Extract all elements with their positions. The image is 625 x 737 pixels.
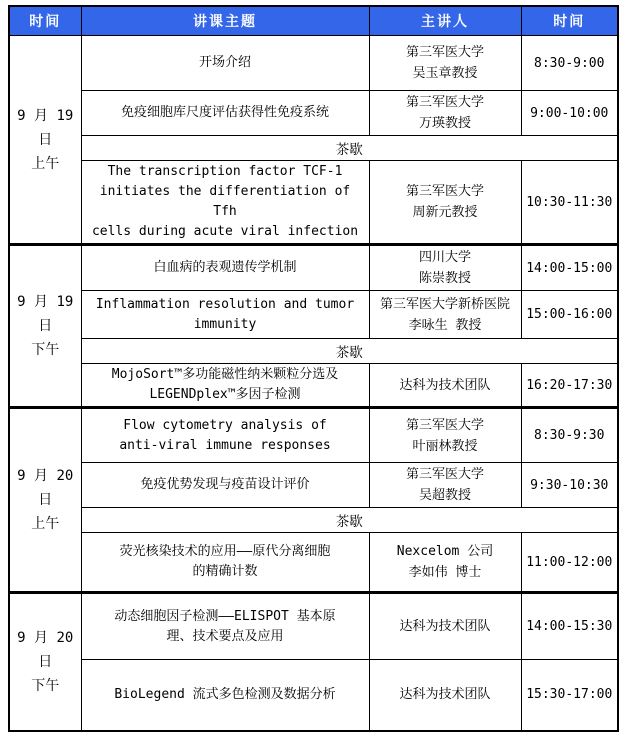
speaker-cell <box>369 91 521 136</box>
talk-row <box>9 463 618 508</box>
talk-row <box>9 593 618 660</box>
speaker-cell <box>369 408 521 463</box>
break-cell: 茶歇 <box>81 136 618 161</box>
time-cell: 9:30-10:30 <box>521 463 618 508</box>
topic-line: 动态细胞因子检测——ELISPOT 基本原 <box>114 608 336 624</box>
talk-row <box>9 91 618 136</box>
topic-cell <box>81 533 369 593</box>
time-cell: 9:00-10:00 <box>521 91 618 136</box>
time-cell: 11:00-12:00 <box>521 533 618 593</box>
speaker-cell <box>369 463 521 508</box>
talk-row <box>9 660 618 731</box>
speaker-cell <box>369 245 521 291</box>
topic-line: 开场介绍 <box>198 55 251 70</box>
schedule-table <box>8 5 619 732</box>
date-label: 9 月 20 日 <box>17 629 74 670</box>
speaker-org: 达科为技术团队 <box>399 619 491 634</box>
topic-line: 白血病的表观遗传学机制 <box>153 260 297 275</box>
speaker-name: 万瑛教授 <box>418 116 471 131</box>
period-label: 上午 <box>31 516 60 532</box>
topic-cell <box>81 593 369 660</box>
speaker-name: 吴玉章教授 <box>412 66 478 81</box>
topic-cell <box>81 245 369 291</box>
talk-row <box>9 533 618 593</box>
speaker-cell <box>369 364 521 408</box>
speaker-name: 陈崇教授 <box>418 271 471 286</box>
topic-cell <box>81 36 369 91</box>
speaker-org: 第三军医大学 <box>405 95 484 110</box>
speaker-org: 达科为技术团队 <box>399 377 491 393</box>
col-header-time-right: 时间 <box>521 6 618 36</box>
topic-cell <box>81 660 369 731</box>
col-header-time-left: 时间 <box>9 6 81 36</box>
talk-row <box>9 408 618 463</box>
time-cell: 14:00-15:30 <box>521 593 618 660</box>
date-label: 9 月 20 日 <box>17 468 74 508</box>
break-cell: 茶歇 <box>81 508 618 533</box>
speaker-name: 叶丽林教授 <box>412 438 478 454</box>
period-label: 下午 <box>31 342 60 358</box>
topic-line: BioLegend 流式多色检测及数据分析 <box>114 686 336 702</box>
topic-line: The transcription factor TCF-1 <box>107 164 343 179</box>
speaker-cell <box>369 533 521 593</box>
topic-cell <box>81 408 369 463</box>
speaker-org: 四川大学 <box>418 250 471 265</box>
speaker-org: 第三军医大学 <box>405 467 484 482</box>
break-row <box>9 339 618 364</box>
topic-line: LEGENDplex™多因子检测 <box>149 387 301 402</box>
date-cell <box>9 245 81 408</box>
time-cell: 8:30-9:30 <box>521 408 618 463</box>
speaker-org: 第三军医大学 <box>405 184 484 199</box>
topic-cell <box>81 291 369 339</box>
time-cell: 8:30-9:00 <box>521 36 618 91</box>
speaker-org: 第三军医大学 <box>405 417 484 433</box>
talk-row <box>9 161 618 245</box>
speaker-name: 李咏生 教授 <box>408 317 482 333</box>
topic-line: anti-viral immune responses <box>119 437 331 453</box>
topic-cell <box>81 161 369 245</box>
date-cell <box>9 36 81 245</box>
col-header-topic: 讲课主题 <box>81 6 369 36</box>
topic-line: 的精确计数 <box>192 564 258 579</box>
talk-row <box>9 291 618 339</box>
talk-row <box>9 36 618 91</box>
topic-line: Inflammation resolution and tumor <box>95 296 355 312</box>
speaker-cell <box>369 291 521 339</box>
date-label: 9 月 19 日 <box>17 107 74 148</box>
speaker-cell <box>369 660 521 731</box>
topic-cell <box>81 364 369 408</box>
time-cell: 14:00-15:00 <box>521 245 618 291</box>
header-row <box>9 6 618 36</box>
speaker-cell <box>369 161 521 245</box>
topic-line: 荧光核染技术的应用——原代分离细胞 <box>119 544 331 559</box>
topic-line: cells during acute viral infection <box>91 224 359 239</box>
talk-row <box>9 364 618 408</box>
speaker-org: 第三军医大学新桥医院 <box>379 296 510 312</box>
date-label: 9 月 19 日 <box>17 294 74 334</box>
topic-line: initiates the differentiation of Tfh <box>99 184 351 219</box>
col-header-speaker: 主讲人 <box>369 6 521 36</box>
date-cell <box>9 593 81 731</box>
speaker-name: 李如伟 博士 <box>408 565 482 580</box>
time-cell: 10:30-11:30 <box>521 161 618 245</box>
talk-row <box>9 245 618 291</box>
topic-line: immunity <box>193 316 257 332</box>
period-label: 下午 <box>31 677 60 694</box>
speaker-name: 周新元教授 <box>412 205 478 220</box>
topic-cell <box>81 463 369 508</box>
speaker-cell <box>369 36 521 91</box>
topic-cell <box>81 91 369 136</box>
break-row <box>9 508 618 533</box>
break-cell: 茶歇 <box>81 339 618 364</box>
speaker-org: 第三军医大学 <box>405 45 484 60</box>
topic-line: 免疫细胞库尺度评估获得性免疫系统 <box>120 105 329 120</box>
speaker-org: 达科为技术团队 <box>399 687 491 703</box>
break-row <box>9 136 618 161</box>
topic-line: 免疫优势发现与疫苗设计评价 <box>140 477 310 492</box>
time-cell: 16:20-17:30 <box>521 364 618 408</box>
time-cell: 15:30-17:00 <box>521 660 618 731</box>
topic-line: MojoSort™多功能磁性纳米颗粒分选及 <box>111 367 339 382</box>
time-cell: 15:00-16:00 <box>521 291 618 339</box>
topic-line: 理、技术要点及应用 <box>166 628 284 644</box>
speaker-org: Nexcelom 公司 <box>396 544 494 559</box>
speaker-cell <box>369 593 521 660</box>
topic-line: Flow cytometry analysis of <box>123 417 327 433</box>
date-cell <box>9 408 81 593</box>
period-label: 上午 <box>31 155 60 172</box>
speaker-name: 吴超教授 <box>418 488 471 503</box>
